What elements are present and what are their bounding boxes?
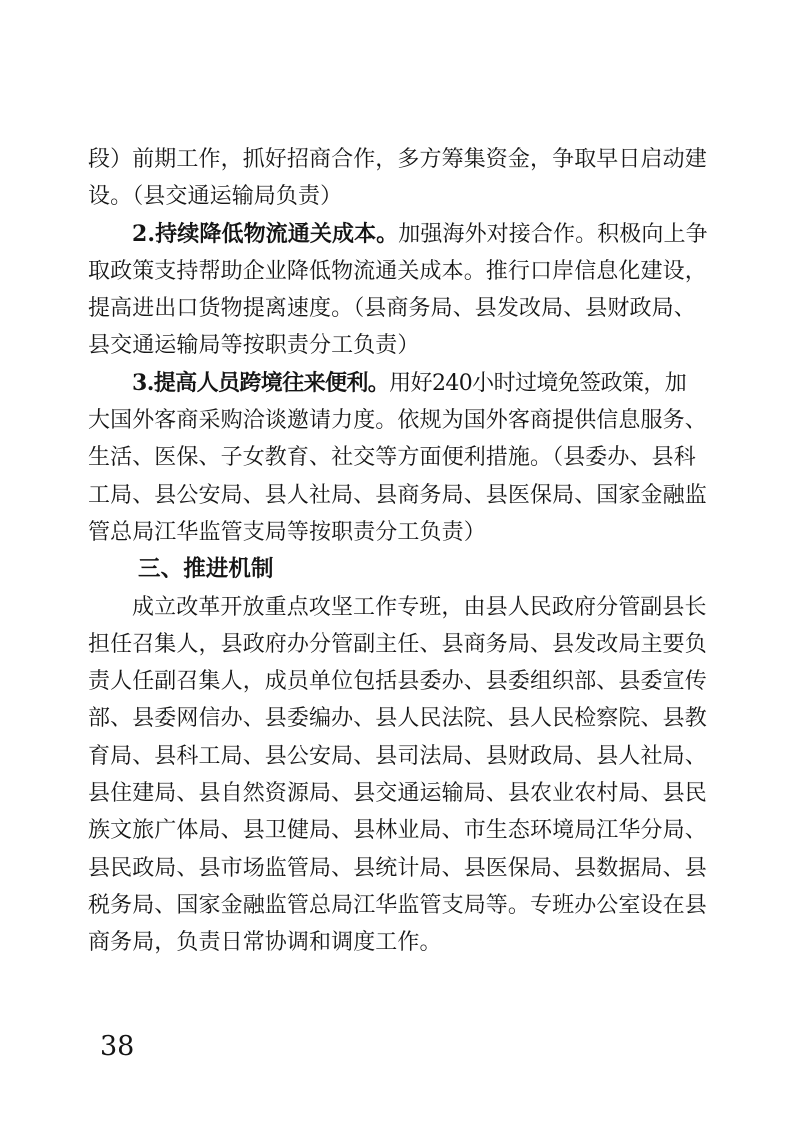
text-segment: 县交通运输局等按职责分工负责） [88, 333, 420, 359]
text-segment: 管总局江华监管支局等按职责分工负责） [88, 519, 486, 545]
text-line [88, 663, 712, 700]
text-segment: 2.持续降低物流通关成本。 [132, 220, 399, 247]
text-segment: 育局、县科工局、县公安局、县司法局、县财政局、县人社局、 [88, 743, 707, 769]
text-segment: 段）前期工作，抓好招商合作，多方筹集资金，争取早日启动建 [88, 147, 707, 172]
text-segment: 县住建局、县自然资源局、县交通运输局、县农业农村局、县民 [88, 781, 707, 807]
text-segment: 责人任副召集人，成员单位包括县委办、县委组织部、县委宣传 [88, 669, 707, 695]
text-segment: 部、县委网信办、县委编办、县人民法院、县人民检察院、县教 [88, 706, 707, 732]
text-segment: 县民政局、县市场监管局、县统计局、县医保局、县数据局、县 [88, 855, 707, 881]
text-segment: 提高进出口货物提离速度。（县商务局、县发改局、县财政局、 [88, 296, 696, 322]
text-segment: 三、推进机制 [138, 556, 274, 583]
text-segment: 商务局，负责日常协调和调度工作。 [88, 930, 442, 956]
text-segment: 工局、县公安局、县人社局、县商务局、县医保局、国家金融监 [88, 482, 707, 508]
text-segment: 族文旅广体局、县卫健局、县林业局、市生态环境局江华分局、 [88, 818, 707, 844]
text-segment: 生活、医保、子女教育、社交等方面便利措施。（县委办、县科 [88, 445, 696, 471]
text-line [88, 439, 712, 476]
page-number: 38 [100, 1031, 135, 1062]
text-line [88, 738, 712, 775]
text-line [88, 850, 712, 887]
text-line [88, 216, 712, 253]
text-segment: 税务局、国家金融监管总局江华监管支局等。专班办公室设在县 [88, 892, 707, 918]
text-line [88, 290, 712, 327]
text-line [88, 775, 712, 812]
text-line [88, 402, 712, 439]
text-segment: 设。（县交通运输局负责） [88, 184, 343, 210]
text-line [88, 178, 712, 215]
text-segment: 担任召集人，县政府办分管副主任、县商务局、县发改局主要负 [88, 631, 707, 657]
text-line [88, 887, 712, 924]
text-block [88, 141, 712, 962]
text-line [88, 589, 712, 626]
text-segment: 成立改革开放重点攻坚工作专班，由县人民政府分管副县长 [132, 594, 707, 620]
text-line [88, 812, 712, 849]
text-segment: 取政策支持帮助企业降低物流通关成本。推行口岸信息化建设， [88, 258, 707, 284]
text-segment: 3.提高人员跨境往来便利。 [132, 369, 390, 396]
text-line [88, 700, 712, 737]
text-line [88, 477, 712, 514]
text-line [88, 365, 712, 402]
section-heading [88, 551, 712, 588]
text-line [88, 253, 712, 290]
text-segment: 加强海外对接合作。积极向上争 [398, 221, 708, 247]
text-segment: 大国外客商采购洽谈邀请力度。依规为国外客商提供信息服务、 [88, 408, 707, 434]
text-line [88, 626, 712, 663]
text-line [88, 924, 712, 961]
text-line [88, 514, 712, 551]
text-line [88, 327, 712, 364]
text-segment: 用好240小时过境免签政策，加 [389, 370, 687, 396]
text-line [88, 141, 712, 178]
